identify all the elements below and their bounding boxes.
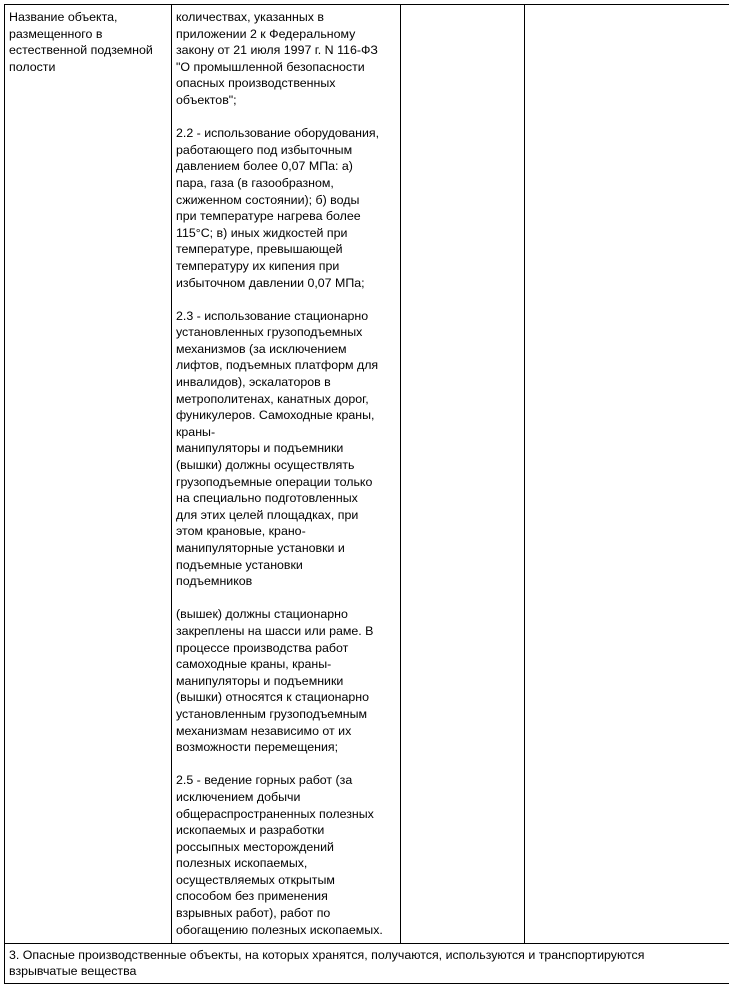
section-3-line: 3. Опасные производственные объекты, на которых хранятся, получаются, используются и транспортируются — [9, 948, 645, 962]
paragraph-3-line: манипуляторы и подъемники — [176, 441, 344, 456]
paragraph-3-line: подъемников — [176, 574, 253, 589]
paragraph-gap — [176, 109, 397, 126]
paragraph-2-line: работающего под избыточным — [176, 142, 353, 157]
paragraph-5-line: россыпных месторождений — [176, 839, 334, 854]
paragraph-5-line: осуществляемых открытым — [176, 872, 335, 887]
paragraph-3-line: фуникулеров. Самоходные краны, — [176, 408, 375, 423]
paragraph-3-line: (вышки) должны осуществлять — [176, 458, 355, 473]
paragraph-3-line: метрополитенах, канатных дорог, — [176, 391, 369, 406]
criteria-cell — [172, 5, 401, 944]
paragraph-1-line: "О промышленной безопасности — [176, 59, 365, 74]
paragraph-1-line: закону от 21 июля 1997 г. N 116-ФЗ — [176, 43, 378, 58]
paragraph-3-line: механизмов (за исключением — [176, 341, 347, 356]
object-label-line: размещенного в — [9, 26, 103, 41]
paragraph-2-line: температуру их кипения при — [176, 258, 340, 273]
paragraph-3-line: манипуляторные установки и — [176, 541, 345, 555]
paragraph-1-line: опасных производственных — [176, 76, 336, 91]
paragraph-3-line: грузоподъемные операции только — [176, 474, 373, 489]
paragraph-2-line: 115°С; в) иных жидкостей при — [176, 225, 348, 240]
paragraph-5-line: ископаемых и разработки — [176, 823, 325, 838]
paragraph-4-line: процессе производства работ — [176, 640, 349, 655]
paragraph-gap — [176, 590, 397, 607]
section-3-heading — [5, 944, 729, 984]
table-row — [5, 5, 729, 944]
paragraph-3-line: 2.3 - использование стационарно — [176, 308, 369, 323]
paragraph-2-line: при температуре нагрева более — [176, 209, 361, 224]
paragraph-2-line: сжиженном состоянии); б) воды — [176, 192, 360, 207]
paragraph-4-line: механизмам независимо от их — [176, 723, 352, 738]
paragraph-1-line: количествах, указанных в — [176, 10, 324, 24]
paragraph-gap — [176, 756, 397, 773]
paragraph-2-line: давлением более 0,07 МПа: а) — [176, 159, 353, 174]
paragraph-3-line: инвалидов), эскалаторов в — [176, 375, 331, 390]
paragraph-3-line: краны- — [176, 424, 216, 439]
section-row — [5, 944, 729, 984]
paragraph-3-line: на специально подготовленных — [176, 491, 358, 506]
paragraph-4-line: (вышки) относятся к стационарно — [176, 690, 370, 705]
paragraph-5-line: взрывных работ), работ по — [176, 906, 331, 921]
paragraph-4-line: (вышек) должны стационарно — [176, 607, 348, 622]
paragraph-3-line: подъемные установки — [176, 557, 303, 572]
paragraph-4-line: закреплены на шасси или раме. В — [176, 623, 374, 638]
paragraph-4-line: манипуляторы и подъемники — [176, 673, 344, 688]
paragraph-5-line: общераспространенных полезных — [176, 806, 374, 821]
object-name-cell — [5, 5, 172, 944]
paragraph-4-line: возможности перемещения; — [176, 740, 339, 755]
paragraph-5-line: 2.5 - ведение горных работ (за — [176, 773, 353, 788]
hazard-classification-table — [4, 4, 729, 984]
object-label-line: естественной подземной — [9, 43, 153, 58]
empty-cell-3 — [401, 5, 525, 944]
paragraph-2-line: избыточном давлении 0,07 МПа; — [176, 275, 365, 290]
paragraph-2-line: температуре, превышающей — [176, 242, 343, 257]
section-3-line: взрывчатые вещества — [9, 964, 137, 979]
paragraph-3-line: для этих целей площадках, при — [176, 507, 359, 522]
object-label-line: Название объекта, — [9, 10, 118, 24]
paragraph-5-line: полезных ископаемых, — [176, 856, 308, 871]
paragraph-5-line: обогащению полезных ископаемых. — [176, 922, 383, 937]
paragraph-4-line: самоходные краны, краны- — [176, 657, 332, 672]
paragraph-5-line: способом без применения — [176, 889, 328, 904]
paragraph-5-line: исключением добычи — [176, 789, 301, 804]
object-label-line: полости — [9, 59, 56, 74]
paragraph-3-line: установленных грузоподъемных — [176, 325, 363, 340]
paragraph-gap — [176, 291, 397, 308]
paragraph-3-line: этом крановые, крано- — [176, 524, 306, 539]
paragraph-4-line: установленным грузоподъемным — [176, 706, 367, 721]
paragraph-3-line: лифтов, подъемных платформ для — [176, 358, 379, 373]
paragraph-1-line: приложении 2 к Федеральному — [176, 26, 356, 41]
paragraph-2-line: 2.2 - использование оборудования, — [176, 126, 380, 141]
paragraph-2-line: пара, газа (в газообразном, — [176, 175, 334, 190]
paragraph-1-line: объектов"; — [176, 92, 237, 107]
empty-cell-4 — [525, 5, 729, 944]
